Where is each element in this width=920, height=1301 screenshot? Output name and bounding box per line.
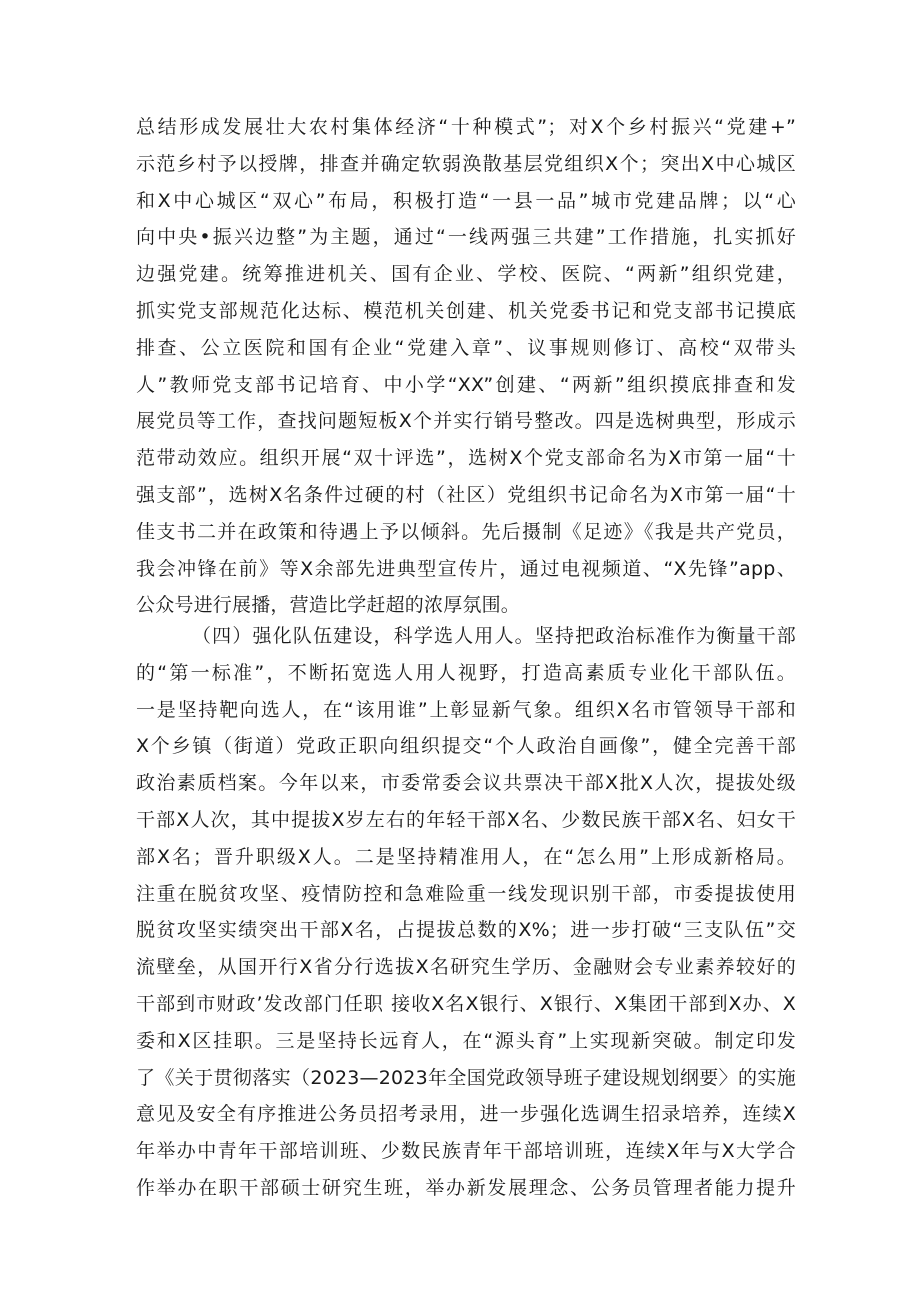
text-line: 一是坚持靶向选人，在“该用谁”上彰显新气象。组织X名市管领导干部和 — [136, 698, 796, 721]
text-line: 干部X人次，其中提拔X岁左右的年轻干部X名、少数民族干部X名、妇女干 — [136, 808, 796, 831]
text-line: 了《关于贯彻落实（2023—2023年全国党政领导班子建设规划纲要〉的实施 — [136, 1066, 796, 1089]
text-line: 抓实党支部规范化达标、模范机关创建、机关党委书记和党支部书记摸底 — [136, 299, 796, 322]
text-line: 范带动效应。组织开展“双十评选”，选树X个党支部命名为X市第一届“十 — [136, 447, 796, 470]
text-line: 边强党建。统筹推进机关、国有企业、学校、医院、“两新”组织党建， — [136, 263, 796, 286]
text-line: 向中央•振兴边整”为主题，通过“一线两强三共建”工作措施，扎实抓好 — [136, 226, 796, 249]
text-line: X个乡镇（街道）党政正职向组织提交“个人政治自画像”，健全完善干部 — [136, 735, 796, 758]
text-line: 的“第一标准”，不断拓宽选人用人视野，打造高素质专业化干部队伍。 — [136, 661, 796, 684]
text-line: 流壁垒，从国开行X省分行选拔X名研究生学历、金融财会专业素养较好的 — [136, 956, 796, 979]
text-line: 佳支书二并在政策和待遇上予以倾斜。先后摄制《足迹》《我是共产党员， — [136, 520, 796, 543]
text-line: 意见及安全有序推进公务员招考录用，进一步强化选调生招录培养，连续X — [136, 1103, 796, 1126]
text-line: 干部到市财政’发改部门任职 接收X名X银行、X银行、X集团干部到X办、X — [136, 992, 796, 1015]
text-line: 公众号进行展播，营造比学赶超的浓厚氛围。 — [136, 594, 521, 617]
text-line: 我会冲锋在前》等X余部先进典型宣传片，通过电视频道、“X先锋”app、 — [136, 557, 796, 580]
section-heading-line: （四）强化队伍建设，科学选人用人。坚持把政治标准作为衡量干部 — [192, 625, 796, 647]
text-line: 和X中心城区“双心”布局，积极打造“一县一品”城市党建品牌；以“心 — [136, 189, 796, 212]
text-line: 政治素质档案。今年以来，市委常委会议共票决干部X批X人次，提拔处级 — [136, 772, 796, 795]
text-line: 示范乡村予以授牌，排查并确定软弱涣散基层党组织X个；突出X中心城区 — [136, 152, 796, 175]
text-line: 脱贫攻坚实绩突出干部X名，占提拔总数的X%；进一步打破“三支队伍”交 — [136, 919, 796, 942]
text-line: 委和X区挂职。三是坚持长远育人，在“源头育”上实现新突破。制定印发 — [136, 1029, 796, 1052]
text-line: 总结形成发展壮大农村集体经济“十种模式”；对X个乡村振兴“党建+” — [136, 116, 796, 138]
text-line: 年举办中青年干部培训班、少数民族青年干部培训班，连续X年与X大学合 — [136, 1140, 796, 1163]
text-line: 注重在脱贫攻坚、疫情防控和急难险重一线发现识别干部，市委提拔使用 — [136, 882, 796, 905]
text-line: 强支部”，选树X名条件过硬的村（社区）党组织书记命名为X市第一届“十 — [136, 483, 796, 506]
text-line: 排查、公立医院和国有企业“党建入章”、议事规则修订、高校“双带头 — [136, 336, 796, 359]
text-line: 作举办在职干部硕士研究生班，举办新发展理念、公务员管理者能力提升 — [136, 1176, 796, 1199]
text-line: 人”教师党支部书记培育、中小学“XX”创建、“两新”组织摸底排查和发 — [136, 373, 796, 396]
paragraph-team-building — [136, 618, 796, 1207]
text-line: 部X名；晋升职级X人。二是坚持精准用人，在“怎么用”上形成新格局。 — [136, 845, 796, 868]
text-line: 展党员等工作，查找问题短板X个并实行销号整改。四是选树典型，形成示 — [136, 410, 796, 433]
paragraph-party-building-continued — [136, 109, 796, 624]
